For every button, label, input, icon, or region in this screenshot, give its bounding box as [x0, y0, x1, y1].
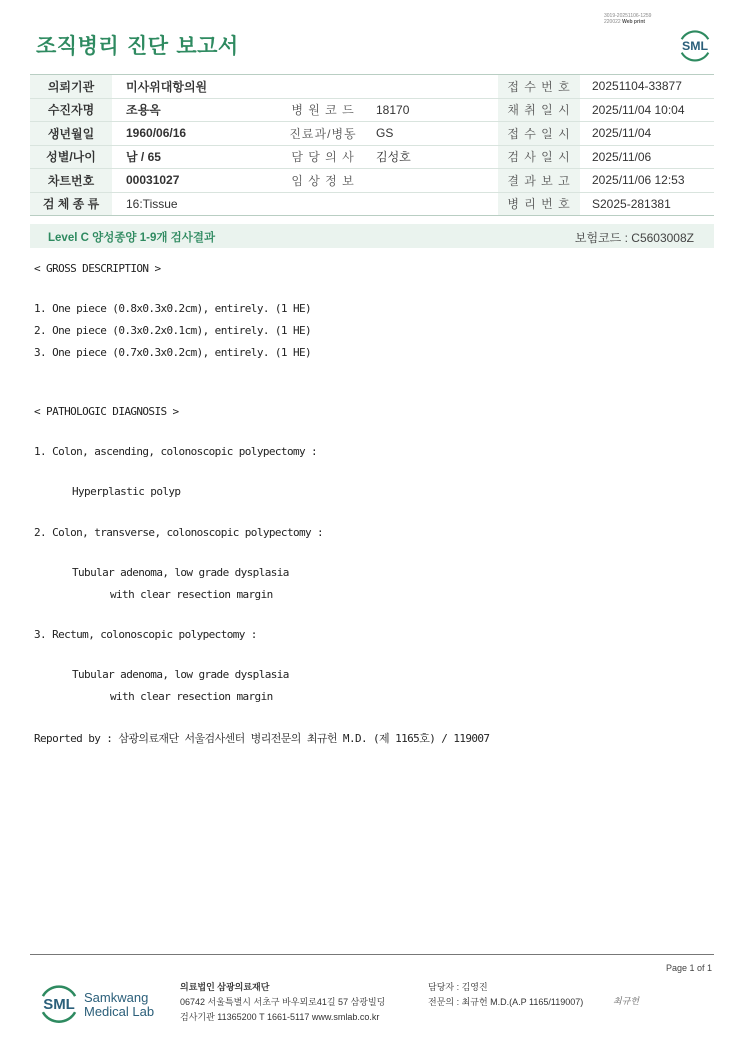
info-label: 병 리 번 호 [498, 192, 580, 216]
info-label: 병 원 코 드 [282, 98, 364, 122]
info-value: 남 / 65 [112, 145, 282, 169]
diagnosis-margin-3: with clear resection margin [110, 690, 273, 703]
footer-manager: 담당자 : 김영진 [428, 982, 488, 992]
page-title: 조직병리 진단 보고서 [36, 34, 239, 58]
diagnosis-site-1: 1. Colon, ascending, colonoscopic polypectomy : [34, 445, 318, 458]
info-value: 2025/11/06 12:53 [580, 169, 714, 193]
footer-address: 06742 서울특별시 서초구 바우뫼로41길 57 삼광빌딩 [180, 997, 386, 1007]
info-value: 16:Tissue [112, 192, 282, 216]
info-label: 생년월일 [30, 122, 112, 146]
sml-logo-icon [36, 980, 82, 1026]
footer-divider [30, 954, 714, 955]
info-label: 접 수 번 호 [498, 75, 580, 99]
info-label: 수진자명 [30, 98, 112, 122]
gross-header: < GROSS DESCRIPTION > [34, 262, 161, 275]
info-value [364, 75, 498, 99]
footer-logo [36, 980, 166, 1028]
brand-name-line1: Samkwang [84, 990, 149, 1005]
info-row [30, 75, 714, 99]
info-value: 2025/11/04 10:04 [580, 98, 714, 122]
info-value: GS [364, 122, 498, 146]
diagnosis-site-3: 3. Rectum, colonoscopic polypectomy : [34, 628, 257, 641]
info-label: 접 수 일 시 [498, 122, 580, 146]
info-row [30, 169, 714, 193]
diagnosis-result-1: Hyperplastic polyp [72, 485, 181, 498]
info-value: 김성호 [364, 145, 498, 169]
diagnosis-header: < PATHOLOGIC DIAGNOSIS > [34, 405, 179, 418]
info-label: 검 사 일 시 [498, 145, 580, 169]
info-row [30, 122, 714, 146]
signature: 최규헌 [613, 997, 640, 1007]
diagnosis-result-3: Tubular adenoma, low grade dysplasia [72, 668, 289, 681]
footer-staff-info [428, 980, 583, 1010]
info-value: 2025/11/06 [580, 145, 714, 169]
svg-text:SML: SML [681, 38, 709, 53]
info-label: 차트번호 [30, 169, 112, 193]
info-label: 임 상 정 보 [282, 169, 364, 193]
sml-logo-icon [676, 26, 714, 64]
footer-specialist: 전문의 : 최규헌 M.D.(A.P 1165/119007) [428, 997, 584, 1007]
diagnosis-site-2: 2. Colon, transverse, colonoscopic polypectomy : [34, 526, 324, 539]
test-banner [30, 224, 714, 248]
web-print-label: Web print [622, 19, 646, 25]
reported-by: Reported by : 삼광의료재단 서울검사센터 병리전문의 최규헌 M.D. (제 1165호) / 119007 [34, 732, 490, 745]
page-number: Page 1 of 1 [665, 963, 712, 973]
info-row [30, 145, 714, 169]
svg-text:SML: SML [43, 995, 75, 1013]
footer-org-info [180, 980, 385, 1025]
info-label: 결 과 보 고 [498, 169, 580, 193]
info-label: 성별/나이 [30, 145, 112, 169]
info-value: 조용옥 [112, 98, 282, 122]
info-value [364, 169, 498, 193]
info-value: S2025-281381 [580, 192, 714, 216]
info-row [30, 98, 714, 122]
print-code-line1: 3019-20251106-1259 [604, 13, 652, 19]
gross-item-3: 3. One piece (0.7x0.3x0.2cm), entirely. (1 HE) [34, 346, 312, 359]
info-value: 1960/06/16 [112, 122, 282, 146]
gross-item-1: 1. One piece (0.8x0.3x0.2cm), entirely. (1 HE) [34, 302, 312, 315]
brand-name-line2: Medical Lab [84, 1004, 155, 1019]
info-label: 채 취 일 시 [498, 98, 580, 122]
footer-contact: 검사기관 11365200 T 1661-5117 www.smlab.co.kr [180, 1012, 380, 1022]
diagnosis-margin-2: with clear resection margin [110, 588, 273, 601]
test-name: Level C 양성종양 1-9개 검사결과 [48, 232, 216, 244]
patient-info-table [30, 74, 714, 216]
insurance-code: 보험코드 : C5603008Z [574, 231, 694, 245]
info-row [30, 192, 714, 216]
info-label [282, 192, 364, 216]
info-label [282, 75, 364, 99]
footer-org: 의료법인 삼광의료재단 [180, 982, 270, 992]
diagnosis-result-2: Tubular adenoma, low grade dysplasia [72, 566, 289, 579]
info-label: 진료과/병동 [282, 122, 364, 146]
info-value: 2025/11/04 [580, 122, 714, 146]
info-value: 20251104-33877 [580, 75, 714, 99]
info-value: 00031027 [112, 169, 282, 193]
print-code-line2: 220022 Web print [604, 19, 646, 25]
info-label: 담 당 의 사 [282, 145, 364, 169]
gross-item-2: 2. One piece (0.3x0.2x0.1cm), entirely. (1 HE) [34, 324, 312, 337]
print-code [604, 13, 651, 25]
info-value [364, 192, 498, 216]
info-value: 18170 [364, 98, 498, 122]
info-label: 검 체 종 류 [30, 192, 112, 216]
info-label: 의뢰기관 [30, 75, 112, 99]
info-value: 미사위대항의원 [112, 75, 282, 99]
